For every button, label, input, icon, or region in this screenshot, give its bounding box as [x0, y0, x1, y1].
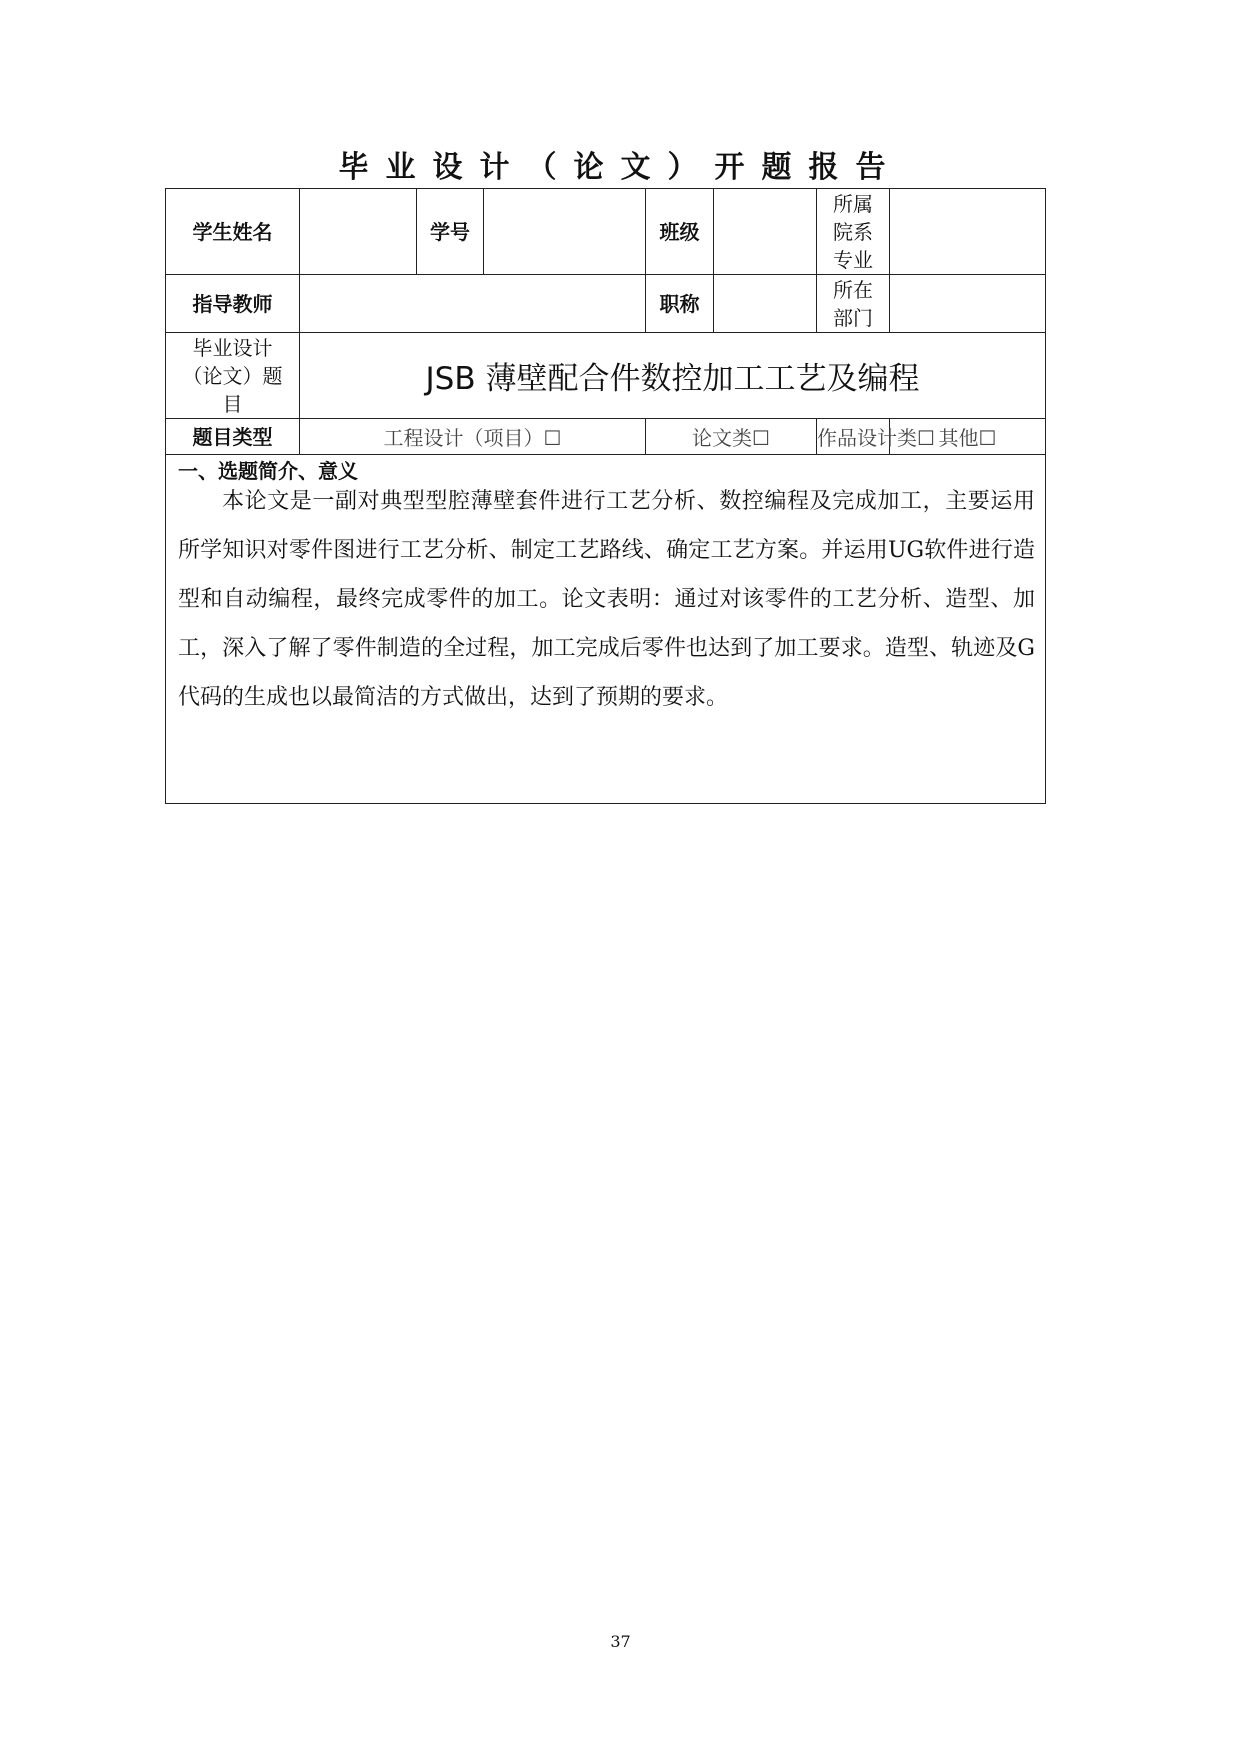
- student-name-label: 学生姓名: [166, 189, 300, 275]
- advisor-field[interactable]: [300, 275, 646, 333]
- department-label: 所在部门: [817, 275, 890, 333]
- advisor-label: 指导教师: [166, 275, 300, 333]
- topic-type-work-design-option[interactable]: 作品设计类☐: [817, 419, 890, 455]
- section1-row: [166, 455, 1046, 804]
- advisor-row: [166, 275, 1046, 333]
- thesis-title-label: 毕业设计（论文）题目: [166, 333, 300, 419]
- thesis-title: JSB 薄壁配合件数控加工工艺及编程: [300, 333, 1046, 419]
- topic-type-engineering-option[interactable]: 工程设计（项目）☐: [300, 419, 646, 455]
- department-field[interactable]: [890, 275, 1046, 333]
- topic-type-row: [166, 419, 1046, 455]
- dept-major-label: 所属院系专业: [817, 189, 890, 275]
- student-info-row: [166, 189, 1046, 275]
- page-title: 毕业设计（论文）开题报告: [338, 150, 903, 185]
- section1-cell: [166, 455, 1046, 804]
- proposal-form-table: [165, 188, 1046, 804]
- topic-type-label: 题目类型: [166, 419, 300, 455]
- class-field[interactable]: [714, 189, 817, 275]
- student-id-label: 学号: [417, 189, 484, 275]
- topic-type-other-option[interactable]: 其他☐: [890, 419, 1046, 455]
- section1-heading: 一、选题简介、意义: [178, 459, 358, 483]
- dept-major-field[interactable]: [890, 189, 1046, 275]
- student-id-field[interactable]: [484, 189, 646, 275]
- topic-type-thesis-option[interactable]: 论文类☐: [646, 419, 817, 455]
- title-rank-label: 职称: [646, 275, 714, 333]
- student-name-field[interactable]: [300, 189, 417, 275]
- class-label: 班级: [646, 189, 714, 275]
- section1-body: 本论文是一副对典型型腔薄壁套件进行工艺分析、数控编程及完成加工，主要运用所学知识对零件图进行工艺分析、制定工艺路线、确定工艺方案。并运用UG软件进行造型和自动编程，最终完成零件的加工。论文表明：通过对该零件的工艺分析、造型、加工，深入了解了零件制造的全过程，加工完成后零件也达到了加工要求。造型、轨迹及G代码的生成也以最简洁的方式做出，达到了预期的要求。: [178, 489, 1035, 710]
- thesis-title-row: [166, 333, 1046, 419]
- title-rank-field[interactable]: [714, 275, 817, 333]
- page-number: 37: [610, 1632, 631, 1651]
